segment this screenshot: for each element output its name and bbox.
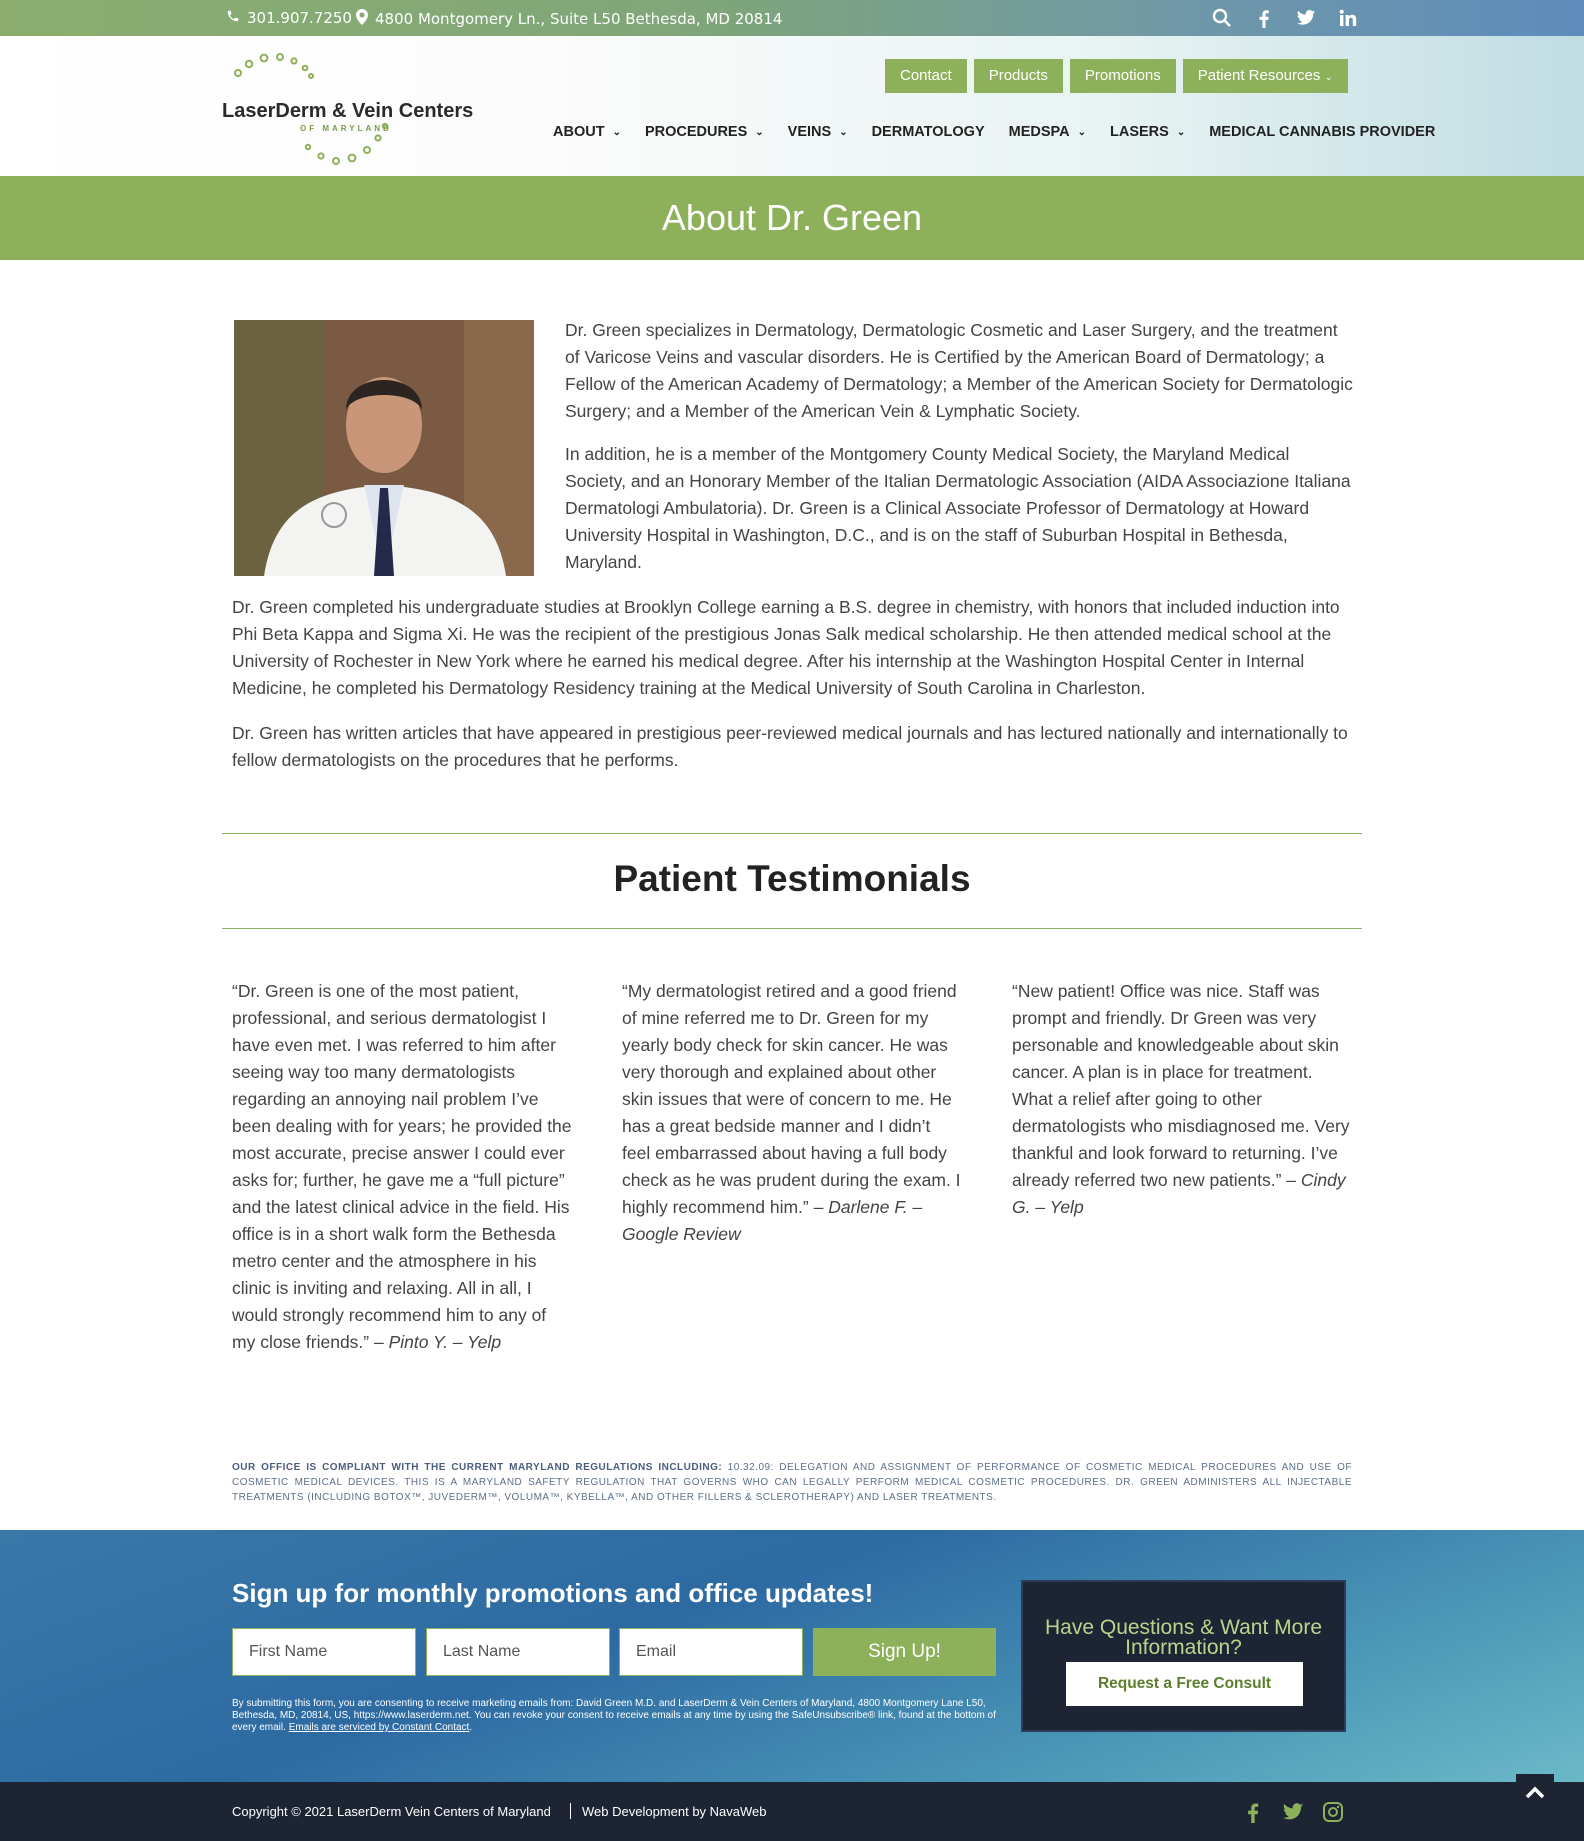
request-consult-button[interactable]: Request a Free Consult [1066, 1662, 1303, 1706]
phone-link[interactable] [226, 9, 352, 27]
testimonial-author: Pinto Y. – Yelp [388, 1332, 502, 1352]
chevron-up-icon [1516, 1774, 1554, 1812]
testimonial-text: “My dermatologist retired and a good friend of mine referred me to Dr. Green for my yearly body check for skin cancer. He was very thorough and explained about other skin issues that were of concern to me. He has a great bedside manner and I didn’t feel embarrassed about having a full body check as he was prudent during the exam. I highly recommend him.” – [622, 981, 961, 1217]
nav-procedures[interactable] [645, 124, 764, 140]
nav-medspa-label: MEDSPA [1008, 124, 1070, 140]
signup-section [0, 1530, 1584, 1782]
patient-resources-button[interactable] [1183, 59, 1348, 93]
compliance-lead: OUR OFFICE IS COMPLIANT WITH THE CURRENT MARYLAND REGULATIONS INCLUDING: [232, 1462, 723, 1473]
copyright: Copyright © 2021 LaserDerm Vein Centers of Maryland [232, 1804, 551, 1819]
top-bar [0, 0, 1584, 36]
testimonial-text: “Dr. Green is one of the most patient, professional, and serious dermatologist I have even met. I was referred to him after seeing way too many dermatologists regarding an annoying nail problem I’ve been dealing with for years; he provided the most accurate, precise answer I could ever asks for; further, he gave me a “full picture” and the latest clinical advice in the field. His office is in a short walk form the Bethesda metro center and the atmosphere in his clinic is inviting and relaxing. All in all, I would strongly recommend him to any of my close friends.” – [232, 981, 572, 1352]
patient-resources-label: Patient Resources [1197, 67, 1321, 84]
testimonial-2 [622, 978, 962, 1248]
first-name-field[interactable]: First Name [232, 1628, 416, 1676]
signup-heading: Sign up for monthly promotions and office updates! [232, 1578, 874, 1608]
site-logo[interactable] [222, 46, 474, 166]
web-dev-link[interactable]: Web Development by NavaWeb [582, 1804, 767, 1819]
doctor-photo [234, 320, 534, 576]
nav-veins-label: VEINS [787, 124, 832, 140]
testimonial-text: “New patient! Office was nice. Staff was prompt and friendly. Dr Green was very personable and knowledgeable about skin cancer. A plan is in place for treatment. What a relief after going to other dermatologists who misdiagnosed me. Very thankful and look forward to returning. I’ve already referred two new patients.” – [1012, 981, 1350, 1190]
promotions-button[interactable]: Promotions [1070, 59, 1176, 93]
nav-medspa[interactable] [1009, 124, 1086, 140]
testimonials-heading: Patient Testimonials [613, 858, 971, 899]
back-to-top-button[interactable] [1516, 1774, 1554, 1812]
chevron-down-icon: ⌄ [839, 126, 848, 138]
phone-number: 301.907.7250 [247, 9, 352, 27]
last-name-field[interactable]: Last Name [426, 1628, 610, 1676]
constant-contact-link[interactable]: Emails are serviced by Constant Contact [288, 1722, 470, 1733]
signup-button[interactable]: Sign Up! [813, 1628, 996, 1676]
nav-lasers-label: LASERS [1110, 124, 1169, 140]
nav-dermatology[interactable] [872, 124, 985, 140]
instagram-icon[interactable] [1322, 1801, 1344, 1823]
chevron-down-icon: ⌄ [612, 126, 621, 138]
nav-medical-cannabis[interactable] [1209, 124, 1435, 140]
nav-about[interactable] [553, 124, 621, 140]
twitter-icon[interactable] [1282, 1801, 1304, 1823]
contact-button[interactable]: Contact [885, 59, 967, 93]
nav-procedures-label: PROCEDURES [644, 124, 748, 140]
linkedin-icon[interactable] [1338, 8, 1360, 28]
utility-nav [885, 59, 1348, 93]
questions-box [1021, 1580, 1346, 1732]
phone-icon [226, 9, 240, 27]
site-header [0, 36, 1584, 176]
nav-lasers[interactable] [1110, 124, 1185, 140]
bio-paragraph-2: In addition, he is a member of the Montgomery County Medical Society, the Maryland Medical Society, and an Honorary Member of the Italian Dermatologic Association (AIDA Associazione Italiana Dermatologi Ambulatoria). Dr. Green is a Clinical Associate Professor of Dermatology at Howard University Hospital in Washington, D.C., and is on the staff of Suburban Hospital in Bethesda, Maryland. [565, 444, 1351, 572]
nav-about-label: ABOUT [553, 124, 605, 140]
chevron-down-icon: ⌄ [755, 126, 764, 138]
nav-medical-cannabis-label: MEDICAL CANNABIS PROVIDER [1209, 124, 1436, 140]
nav-dermatology-label: DERMATOLOGY [871, 124, 985, 140]
legal-text: By submitting this form, you are consenting to receive marketing emails from: David Green M.D. and LaserDerm & Vein Centers of Maryland, 4800 Montgomery Lane L50, Bethesda, MD, 20814, US, https://www.laserderm.net. You can revoke your consent to receive emails at any time by using the SafeUnsubscribe® link, found at the bottom of every email. [232, 1698, 996, 1733]
testimonial-author: Cindy G. – Yelp [1012, 1170, 1346, 1217]
bio-paragraph-4: Dr. Green has written articles that have appeared in prestigious peer-reviewed medical journals and has lectured nationally and internationally to fellow dermatologists on the procedures that he performs. [232, 723, 1348, 770]
chevron-down-icon: ⌄ [1324, 72, 1333, 83]
legal-end: . [469, 1722, 473, 1733]
logo-subtitle: OF MARYLAND [300, 124, 392, 133]
social-links [1212, 8, 1360, 28]
logo-name: LaserDerm & Vein Centers [222, 100, 474, 122]
search-icon[interactable] [1212, 8, 1234, 28]
email-field[interactable]: Email [619, 1628, 803, 1676]
page-title-band [0, 176, 1584, 260]
facebook-icon[interactable] [1254, 8, 1276, 28]
bio-paragraph-1: Dr. Green specializes in Dermatology, Dermatologic Cosmetic and Laser Surgery, and the treatment of Varicose Veins and vascular disorders. He is Certified by the American Board of Dermatology; a Fellow of the American Academy of Dermatology; a Member of the American Society for Dermatologic Surgery; and a Member of the American Vein & Lymphatic Society. [565, 320, 1353, 421]
divider [222, 833, 1362, 834]
chevron-down-icon: ⌄ [1176, 126, 1186, 138]
nav-veins[interactable] [788, 124, 848, 140]
testimonial-author: Darlene F. – Google Review [622, 1197, 923, 1244]
main-nav [553, 124, 1435, 140]
compliance-body: 10.32.09: DELEGATION AND ASSIGNMENT OF PERFORMANCE OF COSMETIC MEDICAL PROCEDURES AND USE OF COSMETIC MEDICAL DEVICES. THIS IS A MARYLAND SAFETY REGULATION THAT GOVERNS WHO CAN LEGALLY PERFORM MEDICAL COSMETIC PROCEDURES. DR. GREEN ADMINISTERS ALL INJECTABLE TREATMENTS (INCLUDING BOTOX™, JUVEDERM™, VOLUMA™, KYBELLA™, AND OTHER FILLERS & SCLEROTHERAPY) AND LASER TREATMENTS. [232, 1462, 1352, 1503]
map-pin-icon [356, 9, 368, 29]
twitter-icon[interactable] [1296, 8, 1318, 28]
address-text: 4800 Montgomery Ln., Suite L50 Bethesda, MD 20814 [375, 10, 783, 28]
facebook-icon[interactable] [1242, 1801, 1264, 1823]
testimonial-3 [1012, 978, 1352, 1221]
address-link[interactable] [356, 9, 782, 29]
compliance-notice [232, 1460, 1352, 1505]
footer-separator [570, 1803, 571, 1819]
chevron-down-icon: ⌄ [1077, 126, 1086, 138]
questions-title: Have Questions & Want More Information? [1045, 1616, 1322, 1659]
signup-legal [232, 1698, 1002, 1734]
bio-paragraph-3: Dr. Green completed his undergraduate studies at Brooklyn College earning a B.S. degree in chemistry, with honors that included induction into Phi Beta Kappa and Sigma Xi. He was the recipient of the prestigious Jonas Salk medical scholarship. He then attended medical school at the University of Rochester in New York where he earned his medical degree. After his internship at the Washington Hospital Center in Internal Medicine, he completed his Dermatology Residency training at the Medical University of South Carolina in Charleston. [232, 597, 1340, 698]
products-button[interactable]: Products [974, 59, 1063, 93]
page-title: About Dr. Green [661, 197, 923, 238]
divider [222, 928, 1362, 929]
site-footer [0, 1782, 1584, 1841]
testimonial-1 [232, 978, 572, 1356]
footer-social [1242, 1801, 1344, 1823]
